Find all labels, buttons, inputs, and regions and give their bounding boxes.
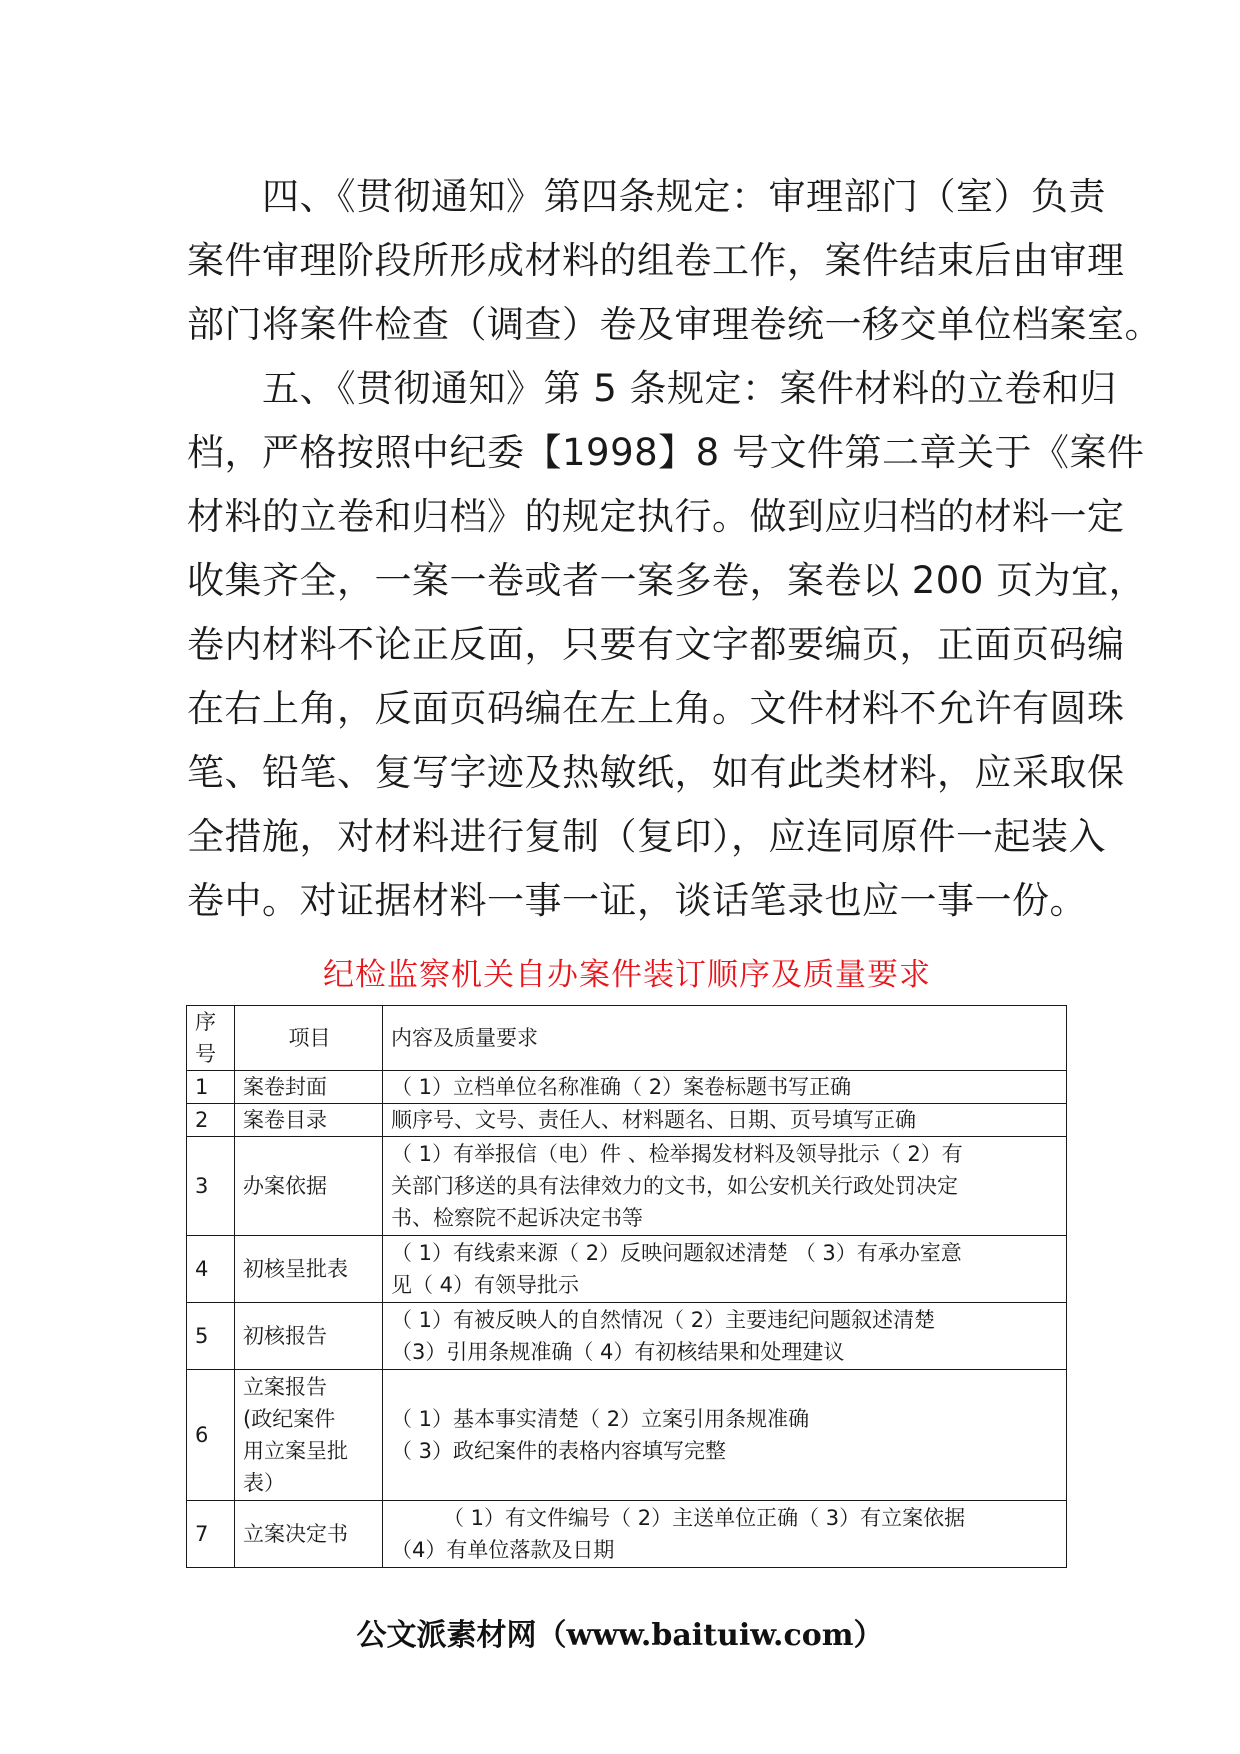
content-line: （ 1）立档单位名称准确（ 2）案卷标题书写正确: [391, 1075, 852, 1099]
row-item: [235, 1370, 383, 1501]
table-row: [187, 1236, 1067, 1303]
content-line: （ 1）基本事实清楚（ 2）立案引用条规准确: [391, 1407, 810, 1431]
header-num-line: 号: [195, 1042, 216, 1066]
row-num: 3: [187, 1137, 235, 1236]
content-line: （4）有单位落款及日期: [391, 1538, 615, 1562]
paragraph-article-4: [187, 165, 1162, 357]
content-line: （3）引用条规准确（ 4）有初核结果和处理建议: [391, 1340, 845, 1364]
row-content: [383, 1236, 1067, 1303]
table-row: [187, 1071, 1067, 1104]
row-content: [383, 1071, 1067, 1104]
content-line: （ 1）有文件编号（ 2）主送单位正确（ 3）有立案依据: [443, 1506, 966, 1530]
row-content: [383, 1370, 1067, 1501]
row-content: [383, 1501, 1067, 1568]
text-line: 笔、铅笔、复写字迹及热敏纸，如有此类材料，应采取保: [187, 751, 1125, 794]
row-num: 5: [187, 1303, 235, 1370]
row-num: 1: [187, 1071, 235, 1104]
requirements-table: [186, 1005, 1067, 1568]
header-content: 内容及质量要求: [383, 1006, 1067, 1071]
header-item: 项目: [235, 1006, 383, 1071]
content-line: （ 3）政纪案件的表格内容填写完整: [391, 1439, 727, 1463]
row-content: [383, 1303, 1067, 1370]
row-item: 案卷封面: [235, 1071, 383, 1104]
text-line: 部门将案件检查（调查）卷及审理卷统一移交单位档案室。: [187, 303, 1162, 346]
row-num: 6: [187, 1370, 235, 1501]
text-line: 材料的立卷和归档》的规定执行。做到应归档的材料一定: [187, 495, 1125, 538]
header-num: [187, 1006, 235, 1071]
row-content: [383, 1104, 1067, 1137]
text-line: 四、《贯彻通知》第四条规定：审理部门（室）负责: [187, 175, 1106, 218]
text-line: 卷中。对证据材料一事一证，谈话笔录也应一事一份。: [187, 879, 1087, 922]
content-line: （ 1）有线索来源（ 2）反映问题叙述清楚 （ 3）有承办室意: [391, 1241, 962, 1265]
item-line: 用立案呈批: [243, 1439, 348, 1463]
text-line: 五、《贯彻通知》第 5 条规定：案件材料的立卷和归: [187, 367, 1118, 410]
text-line: 卷内材料不论正反面，只要有文字都要编页，正面页码编: [187, 623, 1125, 666]
content-line: （ 1）有举报信（电）件 、检举揭发材料及领导批示（ 2）有: [391, 1142, 963, 1166]
row-item: 立案决定书: [235, 1501, 383, 1568]
text-line: 在右上角，反面页码编在左上角。文件材料不允许有圆珠: [187, 687, 1125, 730]
content-line: 见（ 4）有领导批示: [391, 1273, 580, 1297]
item-line: 立案报告: [243, 1375, 327, 1399]
row-item: 案卷目录: [235, 1104, 383, 1137]
paragraph-article-5: [187, 357, 1147, 933]
text-line: 收集齐全，一案一卷或者一案多卷，案卷以 200 页为宜，: [187, 559, 1147, 602]
content-line: 关部门移送的具有法律效力的文书，如公安机关行政处罚决定: [391, 1174, 958, 1198]
item-line: (政纪案件: [243, 1407, 336, 1431]
row-item: 初核报告: [235, 1303, 383, 1370]
text-line: 档，严格按照中纪委【1998】8 号文件第二章关于《案件: [187, 431, 1145, 474]
table-row: [187, 1501, 1067, 1568]
row-item: 办案依据: [235, 1137, 383, 1236]
text-line: 全措施，对材料进行复制（复印），应连同原件一起装入: [187, 815, 1106, 858]
table-row: [187, 1303, 1067, 1370]
footer-watermark: 公文派素材网（www.baituiw.com）: [356, 1618, 884, 1653]
row-item: 初核呈批表: [235, 1236, 383, 1303]
table-row: [187, 1104, 1067, 1137]
row-num: 7: [187, 1501, 235, 1568]
header-num-line: 序: [195, 1010, 216, 1034]
table-title: 纪检监察机关自办案件装订顺序及质量要求: [323, 957, 931, 993]
content-line: （ 1）有被反映人的自然情况（ 2）主要违纪问题叙述清楚: [391, 1308, 936, 1332]
text-line: 案件审理阶段所形成材料的组卷工作，案件结束后由审理: [187, 239, 1125, 282]
table-row: [187, 1370, 1067, 1501]
row-num: 2: [187, 1104, 235, 1137]
item-line: 表）: [243, 1471, 285, 1495]
table-header-row: [187, 1006, 1067, 1071]
row-num: 4: [187, 1236, 235, 1303]
content-line: 顺序号、文号、责任人、材料题名、日期、页号填写正确: [391, 1108, 916, 1132]
content-line: 书、检察院不起诉决定书等: [391, 1206, 643, 1230]
row-content: [383, 1137, 1067, 1236]
table-row: [187, 1137, 1067, 1236]
